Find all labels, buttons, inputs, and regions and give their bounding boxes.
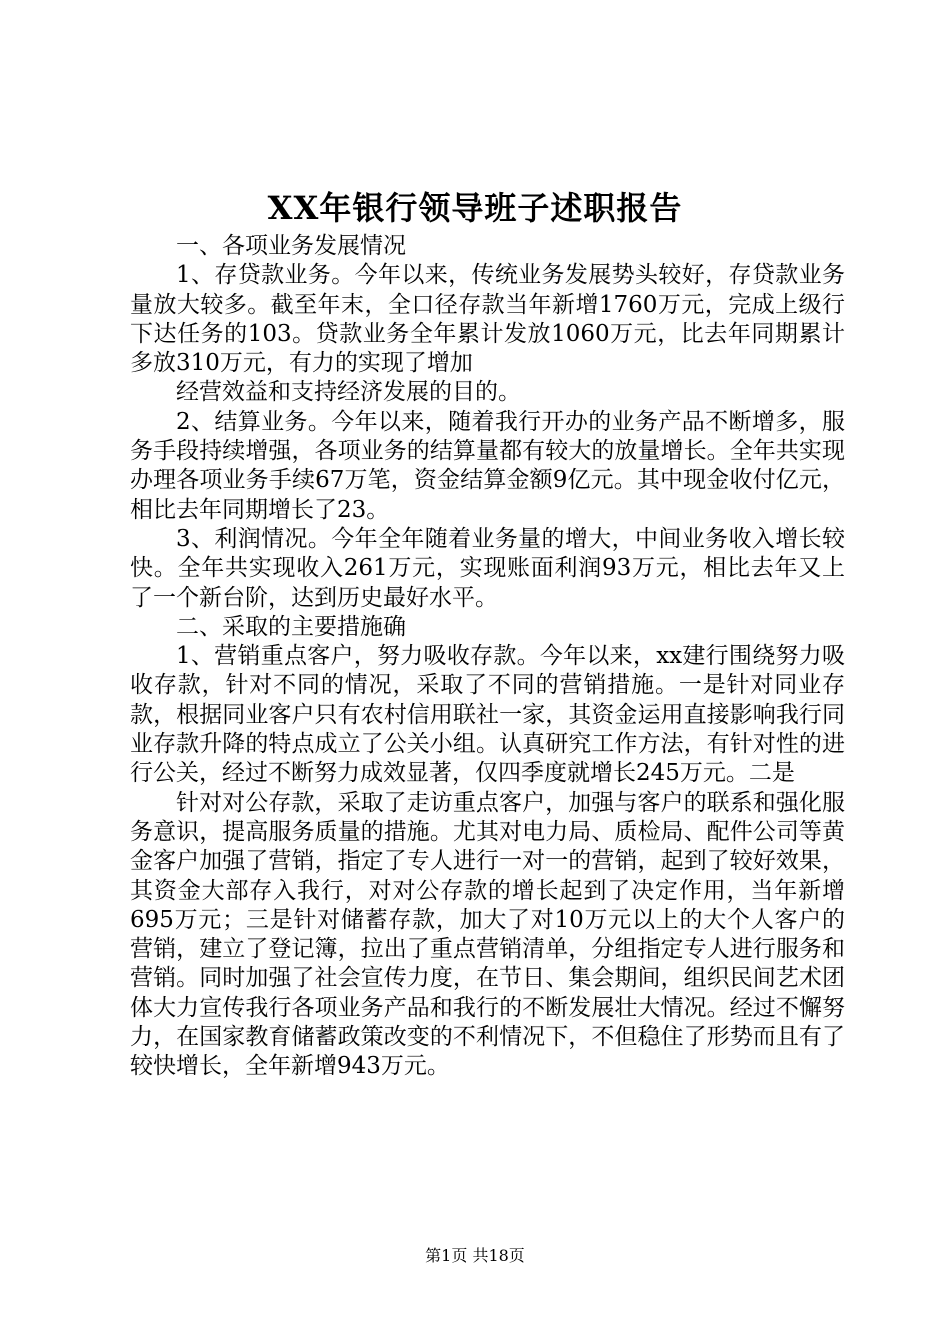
document-title: XX年银行领导班子述职报告 xyxy=(267,189,683,227)
page-number-footer: 第1页 共18页 xyxy=(425,1246,525,1265)
paragraph-corporate-deposits: 针对对公存款，采取了走访重点客户，加强与客户的联系和强化服务意识，提高服务质量的措施。尤其对电力局、质检局、配件公司等黄金客户加强了营销，指定了专人进行一对一的营销，起到了较好效果，其资金大部存入我行，对对公存款的增长起到了决定作用，当年新增695万元；三是针对储蓄存款，加大了对10万元以上的大个人客户的营销，建立了登记簿，拉出了重点营销清单，分组指定专人进行服务和营销。同时加强了社会宣传力度，在节日、集会期间，组织民间艺术团体大力宣传我行各项业务产品和我行的不断发展壮大情况。经过不懈努力，在国家教育储蓄政策改变的不利情况下，不但稳住了形势而且有了较快增长，全年新增943万元。 xyxy=(130,789,845,1080)
paragraph-settlement: 2、结算业务。今年以来，随着我行开办的业务产品不断增多，服务手段持续增强，各项业务的结算量都有较大的放量增长。全年共实现办理各项业务手续67万笔，资金结算金额9亿元。其中现金收付亿元，相比去年同期增长了23。 xyxy=(130,408,845,523)
paragraph-marketing: 1、营销重点客户，努力吸收存款。今年以来，xx建行围绕努力吸收存款，针对不同的情况，采取了不同的营销措施。一是针对同业存款，根据同业客户只有农村信用联社一家，其资金运用直接影响我行同业存款升降的特点成立了公关小组。认真研究工作方法，有针对性的进行公关，经过不断努力成效显著，仅四季度就增长245万元。二是 xyxy=(130,643,845,787)
paragraph-deposit-loan: 1、存贷款业务。今年以来，传统业务发展势头较好，存贷款业务量放大较多。截至年末，全口径存款当年新增1760万元，完成上级行下达任务的103。贷款业务全年累计发放1060万元，比去年同期累计多放310万元，有力的实现了增加 xyxy=(130,262,845,377)
paragraph-deposit-loan-continued: 经营效益和支持经济发展的目的。 xyxy=(176,379,521,406)
section-heading-2: 二、采取的主要措施确 xyxy=(176,613,406,640)
document-body xyxy=(130,232,845,1082)
paragraph-profit: 3、利润情况。今年全年随着业务量的增大，中间业务收入增长较快。全年共实现收入261万元，实现账面利润93万元，相比去年又上了一个新台阶，达到历史最好水平。 xyxy=(130,525,845,611)
section-heading-1: 一、各项业务发展情况 xyxy=(176,233,406,259)
